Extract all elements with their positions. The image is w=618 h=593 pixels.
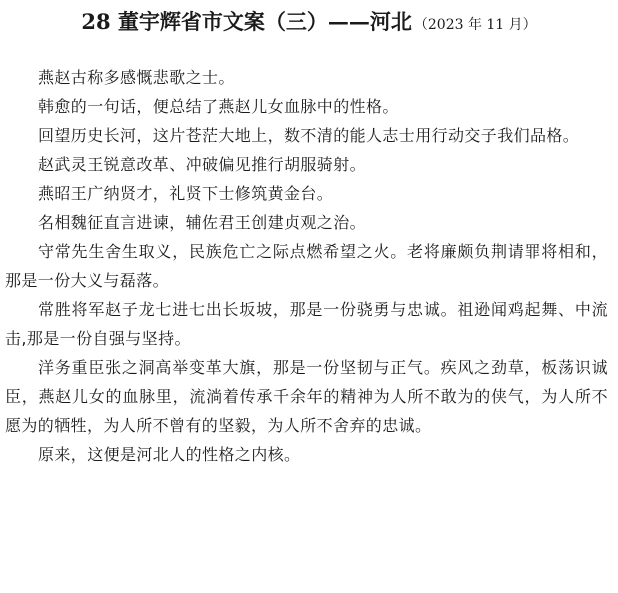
paragraph-10: 原来，这便是河北人的性格之内核。 bbox=[38, 445, 301, 464]
title-date: （2023 年 11 月） bbox=[413, 17, 537, 33]
paragraph-3: 回望历史长河，这片苍茫大地上，数不清的能人志士用行动交子我们品格。 bbox=[38, 126, 580, 145]
document-title bbox=[0, 6, 618, 36]
body-text bbox=[5, 63, 608, 469]
paragraph-9: 洋务重臣张之洞高举变革大旗，那是一份坚韧与正气。疾风之劲草，板荡识诚臣，燕赵儿女的血脉里，流淌着传承千余年的精神为人所不敢为的侠气，为人所不愿为的牺牲，为人所不曾有的坚毅，为人所不舍弃的忠诚。 bbox=[5, 358, 608, 435]
paragraph-1: 燕赵古称多感慨悲歌之士。 bbox=[38, 68, 235, 87]
paragraph-6: 名相魏征直言进谏，辅佐君王创建贞观之治。 bbox=[38, 213, 367, 232]
title-main: 28 董宇辉省市文案（三）——河北 bbox=[81, 9, 412, 34]
paragraph-2: 韩愈的一句话，便总结了燕赵儿女血脉中的性格。 bbox=[38, 97, 399, 116]
paragraph-5: 燕昭王广纳贤才，礼贤下士修筑黄金台。 bbox=[38, 184, 334, 203]
paragraph-7: 守常先生舍生取义，民族危亡之际点燃希望之火。老将廉颇负荆请罪将相和，那是一份大义与磊落。 bbox=[5, 242, 608, 290]
paragraph-4: 赵武灵王锐意改革、冲破偏见推行胡服骑射。 bbox=[38, 155, 367, 174]
paragraph-8: 常胜将军赵子龙七进七出长坂坡，那是一份骁勇与忠诚。祖逊闻鸡起舞、中流击,那是一份自强与坚持。 bbox=[5, 300, 608, 348]
